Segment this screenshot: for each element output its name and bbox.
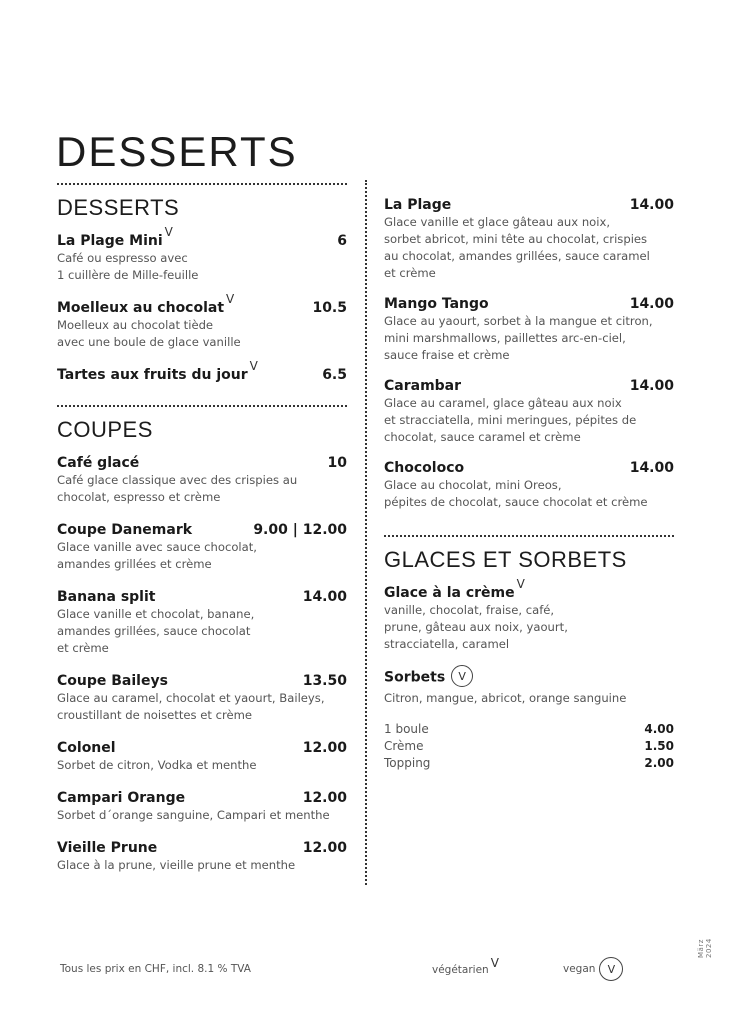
price-row-value: 1.50 <box>644 739 674 753</box>
price-row-value: 2.00 <box>644 756 674 770</box>
description-line: Glace au caramel, chocolat et yaourt, Baileys, <box>57 691 325 705</box>
right-column <box>384 183 674 772</box>
menu-item-name-text: Moelleux au chocolat <box>57 300 225 316</box>
menu-item-name <box>384 296 489 312</box>
vegetarian-icon: V <box>226 292 235 306</box>
dotted-divider <box>384 535 674 537</box>
menu-item-name <box>384 460 464 476</box>
description-line: Glace au yaourt, sorbet à la mangue et citron, <box>384 314 653 328</box>
menu-item-description <box>57 539 347 573</box>
menu-item-description <box>57 807 347 824</box>
menu-item-name <box>57 740 116 756</box>
menu-item-description <box>384 477 674 511</box>
menu-item-description <box>57 757 347 774</box>
menu-item-header <box>57 790 347 806</box>
menu-item <box>384 577 674 653</box>
description-line: Café glace classique avec des crispies au <box>57 473 298 487</box>
description-line: chocolat, espresso et crème <box>57 490 221 504</box>
menu-item-name <box>384 667 473 689</box>
description-line: prune, gâteau aux noix, yaourt, <box>384 620 568 634</box>
desserts-list <box>57 225 347 383</box>
description-line: sorbet abricot, mini tête au chocolat, crispies <box>384 232 648 246</box>
menu-item-name-text: Sorbets <box>384 669 446 686</box>
menu-item-name <box>57 359 258 383</box>
description-line: et stracciatella, mini meringues, pépites de <box>384 413 637 427</box>
menu-item-name-text: Banana split <box>57 589 156 605</box>
description-line: Glace au caramel, glace gâteau aux noix <box>384 396 622 410</box>
menu-item <box>384 197 674 282</box>
menu-item-header <box>57 589 347 605</box>
menu-item-name <box>57 840 157 856</box>
vegetarian-icon: V <box>490 956 499 970</box>
menu-item-header <box>57 522 347 538</box>
menu-item-name <box>57 455 139 471</box>
menu-item-description <box>384 690 674 707</box>
menu-item-description <box>57 250 347 284</box>
description-line: Café ou espresso avec <box>57 251 188 265</box>
menu-item-header <box>57 225 347 249</box>
section-title-coupes: COUPES <box>57 417 153 442</box>
legend-vegetarian-label: végétarien <box>432 964 489 976</box>
price-table <box>384 721 674 772</box>
menu-item-header <box>57 455 347 471</box>
left-column <box>57 183 347 890</box>
menu-item-header <box>57 740 347 756</box>
column-divider <box>365 180 367 885</box>
menu-item-price: 10 <box>327 455 347 471</box>
description-line: mini marshmallows, paillettes arc-en-ciel, <box>384 331 626 345</box>
menu-item <box>384 667 674 707</box>
description-line: Glace à la prune, vieille prune et menthe <box>57 858 296 872</box>
dotted-divider <box>57 405 347 407</box>
menu-item-header <box>384 577 674 601</box>
menu-item <box>384 296 674 364</box>
description-line: chocolat, sauce caramel et crème <box>384 430 581 444</box>
menu-item <box>57 740 347 774</box>
menu-item-name-text: Campari Orange <box>57 790 186 806</box>
menu-item-price: 6 <box>337 233 347 249</box>
description-line: croustillant de noisettes et crème <box>57 708 253 722</box>
menu-item-header <box>384 378 674 394</box>
coupes-list <box>57 455 347 874</box>
menu-item-description <box>57 606 347 657</box>
menu-item <box>384 378 674 446</box>
legend-vegetarian <box>432 956 499 976</box>
description-line: amandes grillées, sauce chocolat <box>57 624 251 638</box>
menu-item-price: 14.00 <box>629 460 674 476</box>
vegetarian-icon: V <box>516 577 525 591</box>
menu-item-name <box>384 577 525 601</box>
menu-item-price: 10.5 <box>312 300 347 316</box>
menu-item <box>57 673 347 724</box>
price-row-label: 1 boule <box>384 722 429 736</box>
description-line: Moelleux au chocolat tiède <box>57 318 214 332</box>
description-line: 1 cuillère de Mille-feuille <box>57 268 199 282</box>
menu-item-price: 14.00 <box>302 589 347 605</box>
menu-item <box>57 359 347 383</box>
menu-item-description <box>384 214 674 282</box>
menu-item-header <box>57 359 347 383</box>
menu-item-header <box>57 292 347 316</box>
menu-item-name <box>384 197 451 213</box>
menu-item-price: 14.00 <box>629 296 674 312</box>
footer-price-note: Tous les prix en CHF, incl. 8.1 % TVA <box>60 963 251 975</box>
menu-item-price: 12.00 <box>302 790 347 806</box>
menu-item-price: 14.00 <box>629 197 674 213</box>
menu-item-description <box>384 602 674 653</box>
description-line: Glace vanille et glace gâteau aux noix, <box>384 215 611 229</box>
menu-item <box>57 225 347 284</box>
menu-item-name <box>57 292 235 316</box>
menu-item-name-text: La Plage <box>384 197 452 213</box>
menu-item-name-text: Colonel <box>57 740 116 756</box>
menu-item-name-text: La Plage Mini <box>57 233 163 249</box>
coupes-list-continued <box>384 197 674 511</box>
description-line: au chocolat, amandes grillées, sauce caramel <box>384 249 650 263</box>
menu-date: März 2024 <box>697 938 713 958</box>
description-line: Citron, mangue, abricot, orange sanguine <box>384 691 627 705</box>
menu-item-description <box>384 395 674 446</box>
menu-item <box>57 455 347 506</box>
menu-item-header <box>384 296 674 312</box>
description-line: Glace vanille avec sauce chocolat, <box>57 540 257 554</box>
glaces-list <box>384 577 674 707</box>
menu-item-description <box>57 317 347 351</box>
description-line: sauce fraise et crème <box>384 348 510 362</box>
legend-vegan <box>563 957 623 981</box>
description-line: et crème <box>384 266 436 280</box>
menu-item-price: 14.00 <box>629 378 674 394</box>
vegan-icon: V <box>599 957 623 981</box>
description-line: pépites de chocolat, sauce chocolat et crème <box>384 495 648 509</box>
menu-item-description <box>384 313 674 364</box>
menu-item <box>57 522 347 573</box>
description-line: Glace vanille et chocolat, banane, <box>57 607 255 621</box>
price-row <box>384 755 674 772</box>
description-line: Sorbet de citron, Vodka et menthe <box>57 758 257 772</box>
description-line: Glace au chocolat, mini Oreos, <box>384 478 562 492</box>
menu-item-header <box>384 460 674 476</box>
price-row <box>384 721 674 738</box>
legend-vegan-label: vegan <box>563 963 596 975</box>
description-line: Sorbet d´orange sanguine, Campari et menthe <box>57 808 330 822</box>
section-title-glaces: GLACES ET SORBETS <box>384 547 627 572</box>
menu-item-name-text: Tartes aux fruits du jour <box>57 367 248 383</box>
vegan-icon: V <box>451 665 473 687</box>
menu-item <box>57 589 347 657</box>
menu-item-price: 12.00 <box>302 840 347 856</box>
menu-item-name-text: Chocoloco <box>384 460 465 476</box>
menu-item-description <box>57 472 347 506</box>
description-line: et crème <box>57 641 109 655</box>
menu-item <box>57 840 347 874</box>
dotted-divider <box>57 183 347 185</box>
description-line: vanille, chocolat, fraise, café, <box>384 603 555 617</box>
menu-item-name-text: Vieille Prune <box>57 840 158 856</box>
menu-item-name-text: Coupe Danemark <box>57 522 193 538</box>
price-row <box>384 738 674 755</box>
menu-item-header <box>384 667 674 689</box>
menu-item <box>57 292 347 351</box>
menu-item-name-text: Carambar <box>384 378 462 394</box>
price-row-value: 4.00 <box>644 722 674 736</box>
menu-item-name-text: Glace à la crème <box>384 585 515 601</box>
menu-item-price: 6.5 <box>322 367 347 383</box>
menu-item <box>57 790 347 824</box>
menu-item-header <box>384 197 674 213</box>
menu-item-header <box>57 840 347 856</box>
page-title: DESSERTS <box>56 128 298 175</box>
menu-item-price: 9.00 | 12.00 <box>253 522 347 538</box>
section-title-desserts: DESSERTS <box>57 195 180 220</box>
price-row-label: Crème <box>384 739 424 753</box>
description-line: amandes grillées et crème <box>57 557 212 571</box>
menu-item-name-text: Coupe Baileys <box>57 673 168 689</box>
vegetarian-icon: V <box>249 359 258 373</box>
menu-item-header <box>57 673 347 689</box>
menu-item-name <box>57 673 168 689</box>
menu-item-name <box>57 522 192 538</box>
menu-item-name <box>57 589 155 605</box>
description-line: avec une boule de glace vanille <box>57 335 241 349</box>
menu-item-price: 12.00 <box>302 740 347 756</box>
vegetarian-icon: V <box>164 225 173 239</box>
menu-item-description <box>57 690 347 724</box>
menu-item-name-text: Café glacé <box>57 455 140 471</box>
menu-item-name <box>57 790 185 806</box>
price-row-label: Topping <box>384 756 431 770</box>
description-line: stracciatella, caramel <box>384 637 510 651</box>
menu-item-name <box>384 378 461 394</box>
menu-item-name-text: Mango Tango <box>384 296 489 312</box>
menu-item-name <box>57 225 173 249</box>
menu-item-price: 13.50 <box>302 673 347 689</box>
menu-item <box>384 460 674 511</box>
menu-item-description <box>57 857 347 874</box>
